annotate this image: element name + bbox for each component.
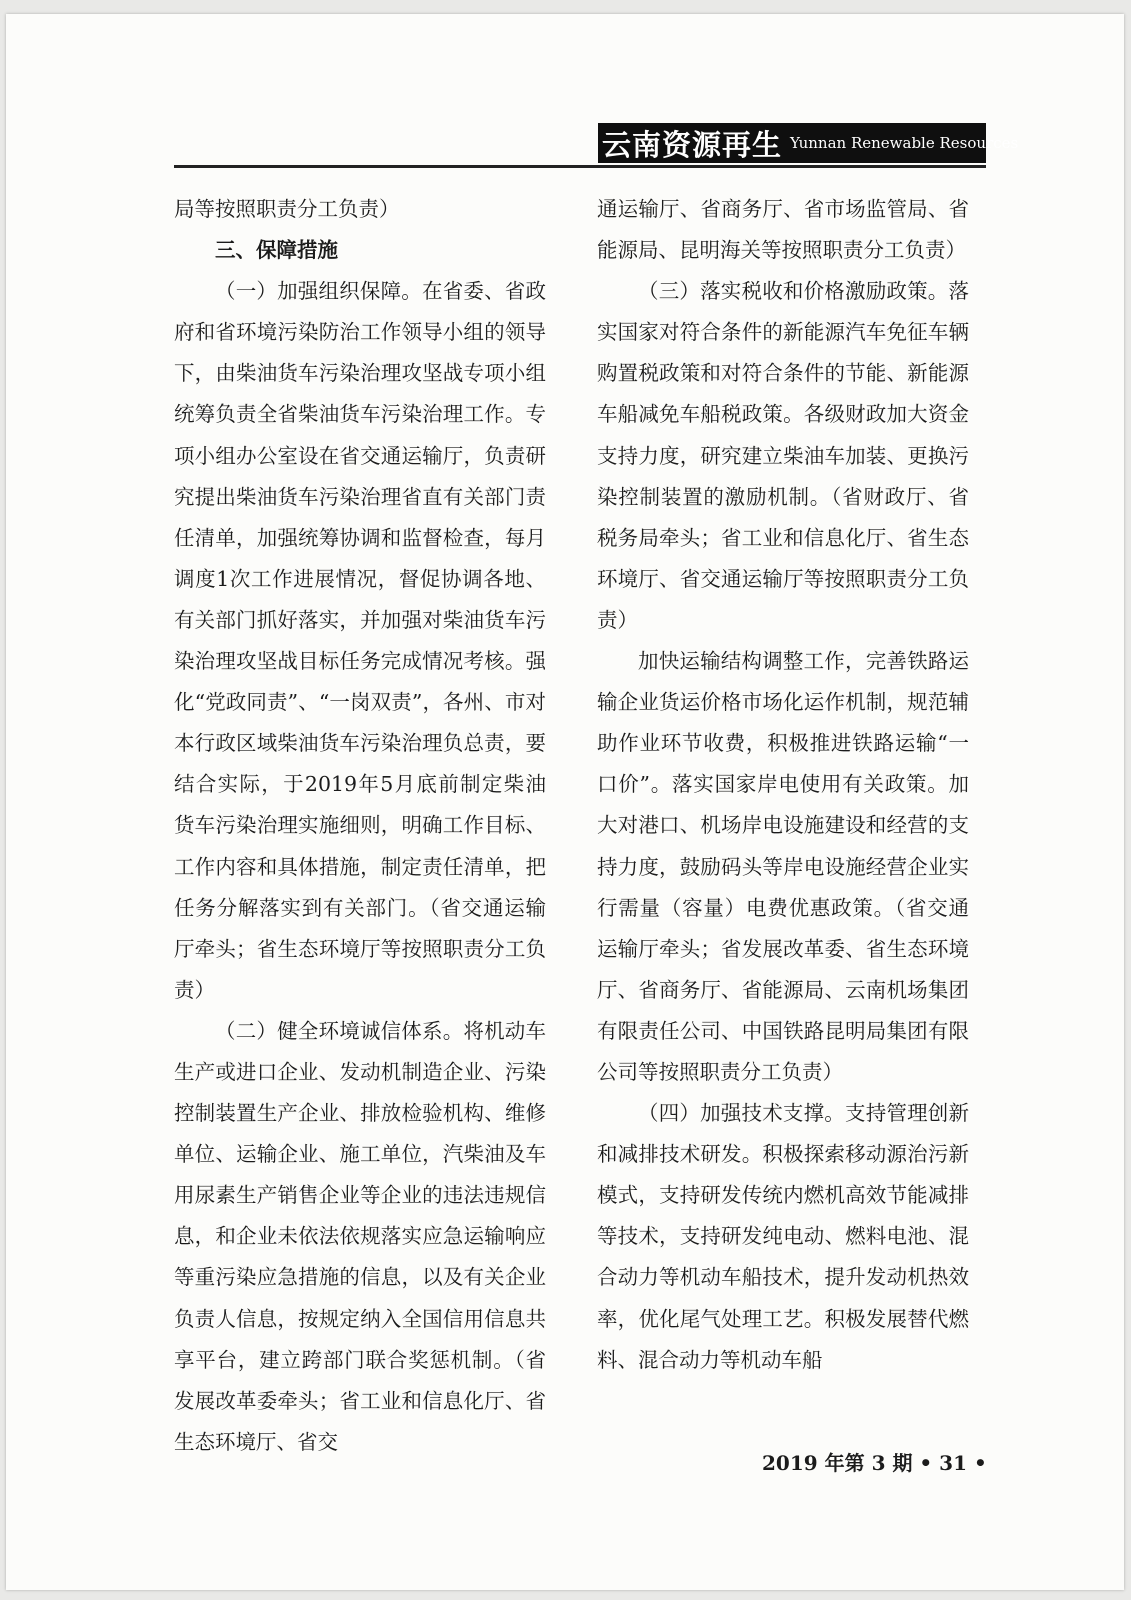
section-heading: 三、保障措施 <box>215 238 338 263</box>
journal-title-cn: 云南资源再生 <box>602 127 783 162</box>
paragraph: 局等按照职责分工负责） <box>174 197 400 221</box>
paragraph: （二）健全环境诚信体系。将机动车生产或进口企业、发动机制造企业、污染控制装置生产企业、排放检验机构、维修单位、运输企业、施工单位，汽柴油及车用尿素生产销售企业等企业的违法违规信息，和企业未依法依规落实应急运输响应等重污染应急措施的信息，以及有关企业负责人信息，按规定纳入全国信用信息共享平台，建立跨部门联合奖惩机制。（省发展改革委牵头；省工业和信息化厅、省生态环境厅、省交 <box>174 1018 546 1454</box>
page-footer: 2019 年第 3 期 • 31 • <box>762 1451 987 1475</box>
right-column <box>597 189 969 1381</box>
journal-masthead <box>598 123 1019 163</box>
paragraph: （三）落实税收和价格激励政策。落实国家对符合条件的新能源汽车免征车辆购置税政策和对符合条件的节能、新能源车船减免车船税政策。各级财政加大资金支持力度，研究建立柴油车加装、更换污染控制装置的激励机制。（省财政厅、省税务局牵头；省工业和信息化厅、省生态环境厅、省交通运输厅等按照职责分工负责） <box>597 279 969 632</box>
journal-page <box>6 14 1124 1590</box>
paragraph: 通运输厅、省商务厅、省市场监管局、省能源局、昆明海关等按照职责分工负责） <box>597 197 969 263</box>
paragraph: （一）加强组织保障。在省委、省政府和省环境污染防治工作领导小组的领导下，由柴油货车污染治理攻坚战专项小组统筹负责全省柴油货车污染治理工作。专项小组办公室设在省交通运输厅，负责研究提出柴油货车污染治理省直有关部门责任清单，加强统筹协调和监督检查，每月调度1次工作进展情况，督促协调各地、有关部门抓好落实，并加强对柴油货车污染治理攻坚战目标任务完成情况考核。强化“党政同责”、“一岗双责”，各州、市对本行政区域柴油货车污染治理负总责，要结合实际，于2019年5月底前制定柴油货车污染治理实施细则，明确工作目标、工作内容和具体措施，制定责任清单，把任务分解落实到有关部门。（省交通运输厅牵头；省生态环境厅等按照职责分工负责） <box>174 279 546 1002</box>
header-rule <box>174 165 986 168</box>
paragraph: （四）加强技术支撑。支持管理创新和减排技术研发。积极探索移动源治污新模式，支持研发传统内燃机高效节能减排等技术，支持研发纯电动、燃料电池、混合动力等机动车船技术，提升发动机热效率，优化尾气处理工艺。积极发展替代燃料、混合动力等机动车船 <box>597 1101 969 1372</box>
left-column <box>174 189 546 1463</box>
journal-title-en: Yunnan Renewable Resources <box>790 134 1019 152</box>
paragraph: 加快运输结构调整工作，完善铁路运输企业货运价格市场化运作机制，规范辅助作业环节收费，积极推进铁路运输“一口价”。落实国家岸电使用有关政策。加大对港口、机场岸电设施建设和经营的支持力度，鼓励码头等岸电设施经营企业实行需量（容量）电费优惠政策。（省交通运输厅牵头；省发展改革委、省生态环境厅、省商务厅、省能源局、云南机场集团有限责任公司、中国铁路昆明局集团有限公司等按照职责分工负责） <box>597 649 969 1084</box>
